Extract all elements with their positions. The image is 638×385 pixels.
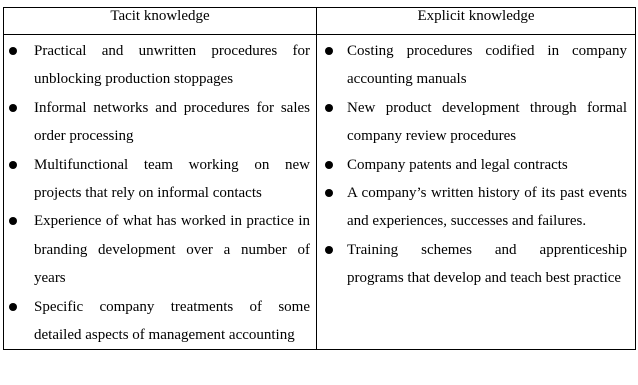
tacit-list (4, 37, 316, 349)
header-explicit-knowledge: Explicit knowledge (317, 8, 636, 35)
bullet-icon (9, 161, 17, 169)
bullet-icon (9, 217, 17, 225)
explicit-cell (317, 35, 636, 350)
list-item (4, 37, 316, 94)
list-item-text: A company’s written history of its past events and experiences, successes and failures. (347, 185, 627, 230)
list-item-text: Company patents and legal contracts (347, 156, 568, 173)
knowledge-comparison-table (3, 7, 636, 350)
list-item (317, 94, 635, 151)
body-row (4, 35, 636, 350)
bullet-icon (325, 104, 333, 112)
header-tacit-knowledge: Tacit knowledge (4, 8, 317, 35)
list-item-text: Multifunctional team working on new projects that rely on informal contacts (34, 156, 310, 202)
header-row (4, 8, 636, 35)
list-item (317, 236, 635, 293)
list-item-text: Practical and unwritten procedures for unblocking production stoppages (34, 43, 310, 88)
list-item-text: Experience of what has worked in practice in branding development over a number of years (34, 213, 310, 287)
bullet-icon (325, 47, 333, 55)
list-item (317, 179, 635, 236)
cropped-caption-fragment (0, 0, 638, 2)
list-item (4, 207, 316, 292)
list-item-text: Training schemes and apprenticeship programs that develop and teach best practice (347, 241, 627, 287)
bullet-icon (325, 161, 333, 169)
bullet-icon (9, 303, 17, 311)
list-item (317, 37, 635, 94)
list-item-text: Informal networks and procedures for sales order processing (34, 99, 310, 145)
bullet-icon (325, 246, 333, 254)
bullet-icon (9, 104, 17, 112)
list-item-text: Specific company treatments of some detailed aspects of management accounting (34, 298, 310, 344)
bullet-icon (9, 47, 17, 55)
tacit-cell (4, 35, 317, 350)
explicit-list (317, 37, 635, 293)
list-item (4, 151, 316, 208)
list-item (317, 151, 635, 179)
list-item (4, 94, 316, 151)
list-item (4, 293, 316, 350)
list-item-text: New product development through formal company review procedures (347, 99, 627, 145)
bullet-icon (325, 189, 333, 197)
list-item-text: Costing procedures codified in company accounting manuals (347, 43, 627, 88)
